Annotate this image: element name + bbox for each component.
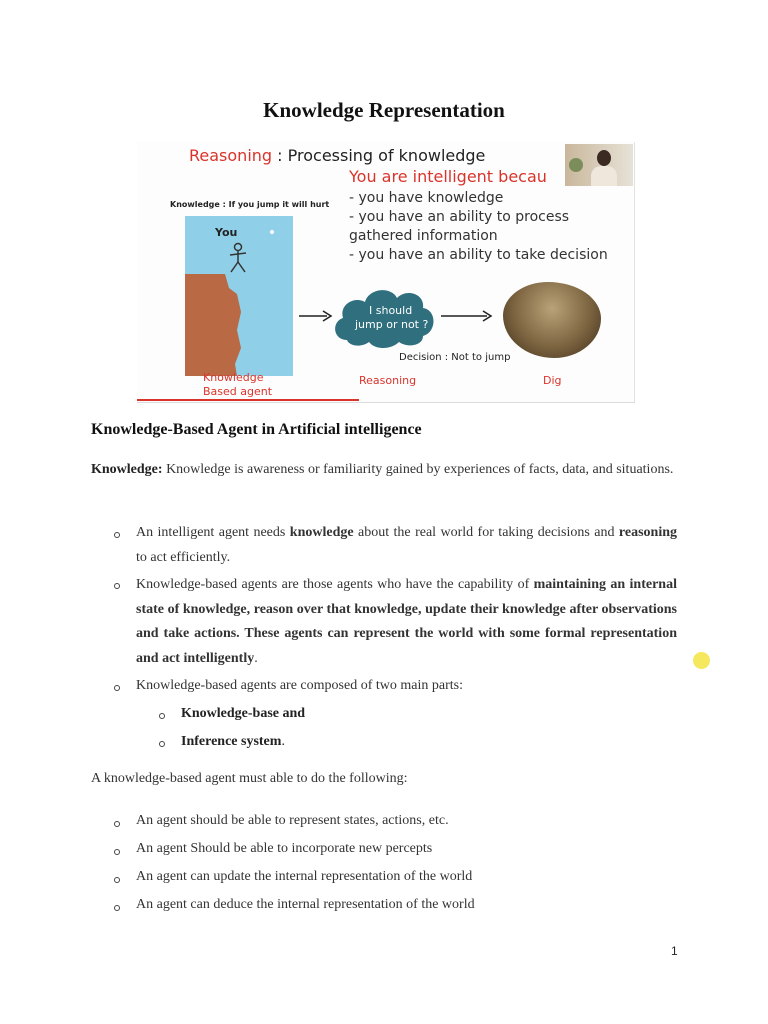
figure-heading-reasoning: Reasoning bbox=[189, 146, 273, 165]
dig-hole-shape bbox=[503, 282, 601, 358]
arrow-icon bbox=[299, 310, 333, 322]
sub-list-item bbox=[181, 702, 305, 726]
list-item bbox=[136, 521, 677, 570]
highlight-dot bbox=[693, 652, 710, 669]
bullet-circle bbox=[159, 713, 165, 719]
ability-item: An agent can update the internal representation of the world bbox=[136, 869, 473, 884]
list-item-bold: knowledge bbox=[289, 525, 354, 540]
figure-line-4: - you have an ability to take decision bbox=[349, 247, 608, 263]
knowledge-definition bbox=[91, 459, 677, 481]
list-item: Knowledge-based agents are composed of two main parts: bbox=[136, 678, 463, 693]
star-icon bbox=[270, 230, 274, 234]
kb-label-1: Knowledge bbox=[203, 371, 264, 384]
bullet-circle bbox=[114, 685, 120, 691]
bullet-circle bbox=[114, 821, 120, 827]
presenter-body-icon bbox=[591, 166, 617, 186]
dig-label: Dig bbox=[543, 374, 562, 387]
stick-figure-icon bbox=[225, 242, 251, 276]
bullet-circle bbox=[114, 877, 120, 883]
globe-icon bbox=[569, 158, 583, 172]
presenter-thumbnail bbox=[565, 144, 633, 186]
figure-intelligent: You are intelligent becau bbox=[349, 167, 547, 186]
sub-list-item-text: Inference system bbox=[181, 734, 282, 749]
must-intro: A knowledge-based agent must able to do the following: bbox=[91, 771, 408, 786]
bullet-circle bbox=[114, 849, 120, 855]
section-heading: Knowledge-Based Agent in Artificial intelligence bbox=[91, 421, 422, 438]
reasoning-figure bbox=[137, 142, 635, 403]
bullet-circle bbox=[114, 583, 120, 589]
bullet-circle bbox=[114, 905, 120, 911]
figure-line-2: - you have an ability to process bbox=[349, 209, 570, 225]
list-item-text: . bbox=[254, 650, 258, 666]
ability-item: An agent can deduce the internal representation of the world bbox=[136, 897, 475, 912]
list-item-text: An intelligent agent needs bbox=[136, 525, 290, 540]
list-item-text: about the real world for taking decisions and bbox=[353, 525, 619, 540]
figure-heading bbox=[189, 146, 485, 165]
presenter-head-icon bbox=[597, 150, 611, 166]
knowledge-definition-label: Knowledge: bbox=[91, 462, 163, 477]
cloud-text-2: jump or not ? bbox=[355, 318, 429, 331]
list-item-bold: reasoning bbox=[618, 525, 677, 540]
you-label: You bbox=[215, 226, 238, 239]
knowledge-definition-text: Knowledge is awareness or familiarity gained by experiences of facts, data, and situations. bbox=[162, 462, 674, 477]
sub-list-item bbox=[181, 730, 285, 754]
figure-line-1: - you have knowledge bbox=[349, 190, 504, 206]
red-underline bbox=[137, 399, 359, 401]
bullet-circle bbox=[114, 532, 120, 538]
reasoning-label: Reasoning bbox=[359, 374, 417, 387]
cloud-text-1: I should bbox=[369, 304, 413, 317]
cliff-rock bbox=[185, 216, 293, 376]
kb-label-2: Based agent bbox=[203, 385, 273, 398]
decision-text: Decision : Not to jump bbox=[399, 352, 511, 363]
bullet-circle bbox=[159, 741, 165, 747]
list-item-bold: maintaining an internal state of knowledge, reason over that knowledge, update their knowledge after observations and take actions. These agents can represent the world with some formal representation and act intelligently bbox=[136, 577, 677, 666]
ability-item: An agent should be able to represent states, actions, etc. bbox=[136, 813, 449, 828]
figure-heading-processing: : Processing of knowledge bbox=[277, 146, 486, 165]
sub-list-item-text: Knowledge-base and bbox=[181, 706, 306, 721]
ability-item: An agent Should be able to incorporate new percepts bbox=[136, 841, 433, 856]
figure-line-3: gathered information bbox=[349, 228, 498, 244]
list-item bbox=[136, 573, 677, 671]
page-title: Knowledge Representation bbox=[263, 98, 505, 122]
sub-list-item-tail: . bbox=[281, 734, 285, 749]
page-number: 1 bbox=[671, 944, 678, 958]
list-item-text: Knowledge-based agents are those agents who have the capability of bbox=[136, 577, 534, 592]
list-item-text: to act efficiently. bbox=[136, 549, 231, 565]
knowledge-caption: Knowledge : If you jump it will hurt bbox=[170, 200, 330, 209]
arrow-icon-2 bbox=[441, 310, 493, 322]
